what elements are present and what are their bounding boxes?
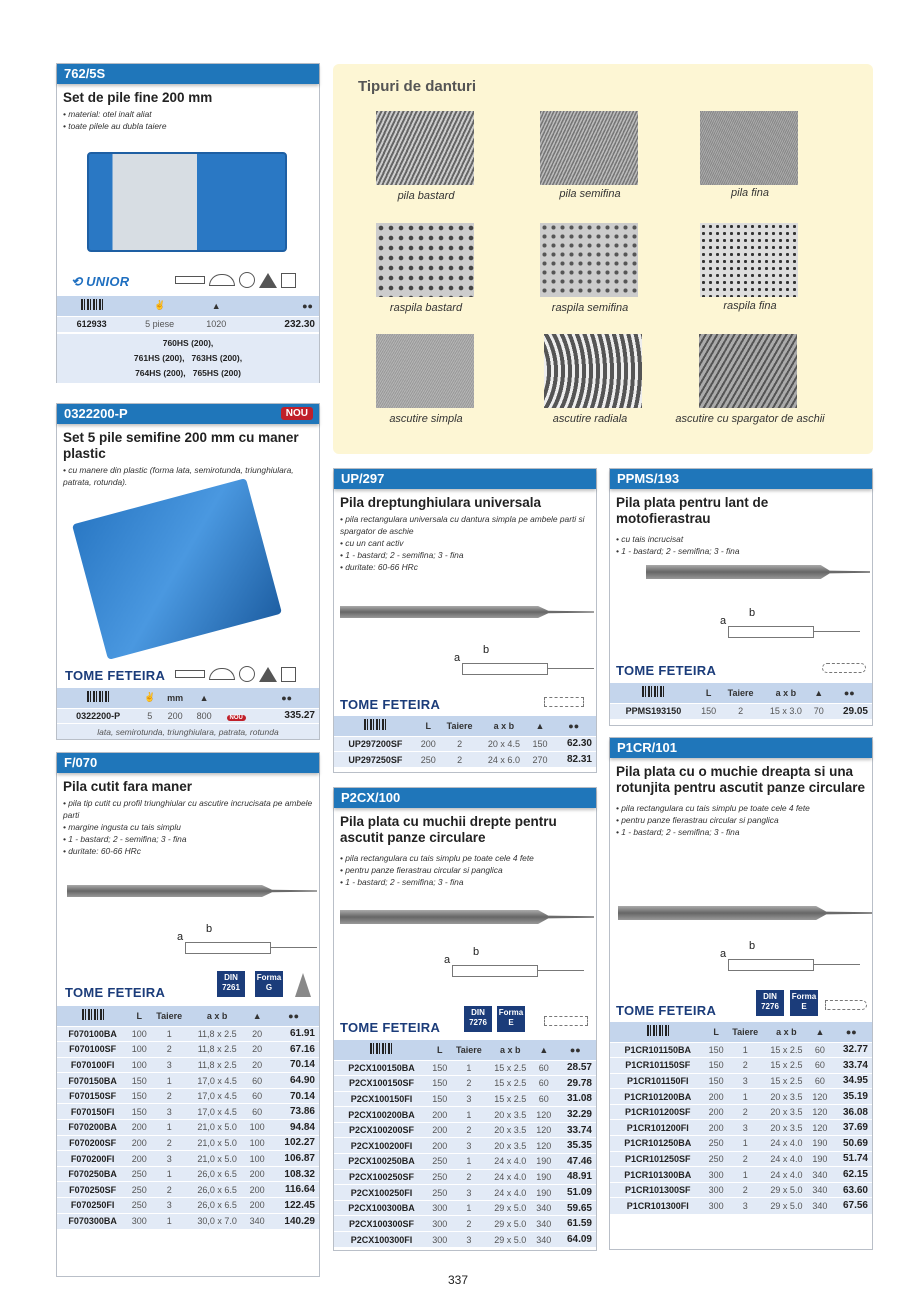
table-row: P1CR101250BA 250 1 24 x 4.0 190 50.69 [610,1136,872,1152]
profile-shapes-icons [175,666,296,682]
table-row: P2CX100200SF 200 2 20 x 3.5 120 33.74 [334,1122,596,1138]
product-title: Pila plata cu o muchie dreapta si una rotunjita pentru ascutit panze circulare [616,764,866,795]
product-title: Pila dreptunghiulara universala [340,495,542,510]
price-coins-icon: ●● [555,1040,596,1060]
flat-profile-icon [544,1016,588,1026]
half-round-profile-icon [209,274,235,286]
texture-pila-bastard [376,111,474,185]
brand-logo-tome-feteira: TOME FETEIRA [616,1003,717,1018]
dimension-drawing: a b [712,607,862,647]
triangle-profile-icon [295,973,311,997]
bullet: • 1 - bastard; 2 - semifina; 3 - fina [616,827,740,837]
bullet: • 1 - bastard; 2 - semifina; 3 - fina [340,877,464,887]
brand-logo-tome-feteira: TOME FETEIRA [65,985,166,1000]
texture-ascutire-simpla [376,334,474,408]
product-title: Pila plata pentru lant de motofierastrau [616,495,769,526]
barcode-icon [647,1025,669,1036]
table-row: P2CX100300BA 300 1 29 x 5.0 340 59.65 [334,1200,596,1216]
product-card-0322200-p [56,403,320,740]
table-row: PPMS193150 150 2 15 x 3.0 70 29.05 [610,703,872,719]
table-row: F070250FI 250 3 26,0 x 6.5 200 122.45 [57,1198,319,1214]
flat-profile-icon [822,663,866,673]
product-table: L Taiere a x b ▲ ●● P1CR101150BA 150 1 15 x 2.5 60 32.77 P1CR101150SF 150 2 15 x 2.5 60 33.74 P1CR101150FI 150 3 15 x 2.5 60 34.95 P1CR101200BA 200 1 20 x 3.5 120 35.19 P1CR101200SF 200 2 20 x 3.5 120 36.08 P1CR101200FI 200 3 20 x 3.5 120 37.69 P1CR101250BA 250 1 24 x 4.0 190 50.69 P1CR101250SF 250 2 24 x 4.0 190 51.74 P1CR101300BA 300 1 24 x 4.0 340 62.15 P1CR101300SF 300 2 29 x 5.0 340 63.60 P1CR101300FI 300 3 29 x 5.0 340 67.56 [610,1022,872,1214]
barcode-icon [82,1009,104,1020]
square-profile-icon [281,273,296,288]
barcode-icon [81,299,103,310]
table-row: P2CX100250BA 250 1 24 x 4.0 190 47.46 [334,1154,596,1170]
barcode-icon [364,719,386,730]
flat-profile-icon [825,1000,867,1010]
product-card-ppms193 [609,468,873,726]
texture-label: pila bastard [397,190,455,202]
product-card-762-5s [56,63,320,383]
barcode-icon [370,1043,392,1054]
price-coins-icon: ●● [254,688,319,708]
bullet: • pentru panze fierastrau circular si panglica [340,865,503,875]
weight-icon: ▲ [246,1006,268,1026]
table-row: UP297250SF 250 2 24 x 6.0 270 82.31 [334,752,596,768]
brand-logo-tome-feteira: TOME FETEIRA [340,1020,441,1035]
texture-label: ascutire radiala [552,413,628,425]
product-code-header: F/070 [57,753,319,773]
table-row: P1CR101150SF 150 2 15 x 2.5 60 33.74 [610,1058,872,1074]
product-table: L Taiere a x b ▲ ●● P2CX100150BA 150 1 15 x 2.5 60 28.57 P2CX100150SF 150 2 15 x 2.5 60 29.78 P2CX100150FI 150 3 15 x 2.5 60 31.08 P2CX100200BA 200 1 20 x 3.5 120 32.29 P2CX100200SF 200 2 20 x 3.5 120 33.74 P2CX100200FI 200 3 20 x 3.5 120 35.35 P2CX100250BA 250 1 24 x 4.0 190 47.46 P2CX100250SF 250 2 24 x 4.0 190 48.91 P2CX100250FI 250 3 24 x 4.0 190 51.09 P2CX100300BA 300 1 29 x 5.0 340 59.65 P2CX100300SF 300 2 29 x 5.0 340 61.59 P2CX100300FI 300 3 29 x 5.0 340 64.09 [334,1040,596,1247]
table-row: F070100SF 100 2 11,8 x 2.5 20 67.16 [57,1042,319,1058]
bullet: • margine ingusta cu tais simplu [63,822,181,832]
texture-label: pila fina [731,187,769,199]
price-coins-icon: ●● [827,683,872,703]
dimension-drawing: a b [712,940,862,980]
product-photo-file-set [87,152,287,252]
product-code-header: 762/5S [57,64,319,84]
bullet: • pila rectangulara cu tais simplu pe toate cele 4 fete [340,853,534,863]
brand-logo-tome-feteira: TOME FETEIRA [616,663,717,678]
barcode-icon [87,691,109,702]
product-photo-file-set [72,478,282,660]
table-row: F070200FI 200 3 21,0 x 5.0 100 106.87 [57,1151,319,1167]
table-row: P2CX100150FI 150 3 15 x 2.5 60 31.08 [334,1091,596,1107]
bullet: • cu manere din plastic (forma lata, semirotunda, triunghiulara, patrata, rotunda). [63,465,294,487]
dimension-drawing: a b [436,946,586,986]
weight-icon: ▲ [533,1040,554,1060]
profile-shapes-icons [175,272,296,288]
texture-pila-fina [700,111,798,185]
bullet: • pila rectangulara universala cu dantura simpla pe ambele parti si spargator de aschie [340,514,585,536]
table-row: P2CX100150BA 150 1 15 x 2.5 60 28.57 [334,1060,596,1076]
bullet: • duritate: 60-66 HRc [340,562,418,572]
din-badge: DIN 7276 [756,990,784,1016]
texture-label: ascutire cu spargator de aschii [675,413,825,425]
file-photo [340,606,594,618]
bullet: • pila tip cutit cu profil triunghiular cu ascutire incrucisata pe ambele parti [63,798,313,820]
pieces-icon: ✌ [126,296,193,316]
product-table: L Taiere a x b ▲ ●● F070100BA 100 1 11,8 x 2.5 20 61.91 F070100SF 100 2 11,8 x 2.5 20 67.16 F070100FI 100 3 11,8 x 2.5 20 70.14 F070150BA 150 1 17,0 x 4.5 60 64.90 F070150SF 150 2 17,0 x 4.5 60 70.14 F070150FI 150 3 17,0 x 4.5 60 73.86 F070200BA 200 1 21,0 x 5.0 100 94.84 F070200SF 200 2 21,0 x 5.0 100 102.27 F070200FI 200 3 21,0 x 5.0 100 106.87 F070250BA 250 1 26,0 x 6.5 200 108.32 F070250SF 250 2 26,0 x 6.5 200 116.64 F070250FI 250 3 26,0 x 6.5 200 122.45 F070300BA 300 1 30,0 x 7.0 340 140.29 [57,1006,319,1229]
price-coins-icon: ●● [831,1022,872,1042]
brand-logo-unior: ⟲ UNIOR [71,274,130,289]
bullet: • cu un cant activ [340,538,404,548]
texture-ascutire-radiala [544,334,642,408]
table-row: P2CX100250FI 250 3 24 x 4.0 190 51.09 [334,1185,596,1201]
table-row: P1CR101300SF 300 2 29 x 5.0 340 63.60 [610,1182,872,1198]
product-table: ✌ mm ▲ ●● 0322200-P 5 200 800 NOU 335.27 lata, semirotunda, triunghiulara, patrata, rotunda [57,688,319,739]
table-row: UP297200SF 200 2 20 x 4.5 150 62.30 [334,736,596,752]
product-code-header: P1CR/101 [610,738,872,758]
set-contents: 760HS (200), 761HS (200), 763HS (200), 764HS (200), 765HS (200) [57,334,319,383]
product-card-f070 [56,752,320,1277]
table-row: F070200SF 200 2 21,0 x 5.0 100 102.27 [57,1135,319,1151]
din-badge: DIN 7276 [464,1006,492,1032]
forma-badge: Forma E [790,990,818,1016]
bullet: • pila rectangulara cu tais simplu pe toate cele 4 fete [616,803,810,813]
table-row: F070150FI 150 3 17,0 x 4.5 60 73.86 [57,1104,319,1120]
product-title: Set 5 pile semifine 200 mm cu maner plastic [63,430,299,461]
brand-logo-tome-feteira: TOME FETEIRA [340,697,441,712]
table-row: F070250SF 250 2 26,0 x 6.5 200 116.64 [57,1182,319,1198]
table-row: P1CR101200FI 200 3 20 x 3.5 120 37.69 [610,1120,872,1136]
product-card-p1cr101 [609,737,873,1250]
triangle-profile-icon [259,273,277,288]
table-row: P1CR101300BA 300 1 24 x 4.0 340 62.15 [610,1167,872,1183]
dimension-drawing: a b [169,923,319,963]
bullet: • 1 - bastard; 2 - semifina; 3 - fina [340,550,464,560]
file-photo [618,906,872,920]
product-title: Pila plata cu muchii drepte pentru ascutit panze circulare [340,814,557,845]
table-row: P1CR101250SF 250 2 24 x 4.0 190 51.74 [610,1151,872,1167]
table-row: F070150BA 150 1 17,0 x 4.5 60 64.90 [57,1073,319,1089]
product-title: Pila cutit fara maner [63,779,193,794]
bullet: • 1 - bastard; 2 - semifina; 3 - fina [63,834,187,844]
product-table: L Taiere a x b ▲ ●● UP297200SF 200 2 20 x 4.5 150 62.30 UP297250SF 250 2 24 x 6.0 270 82.31 [334,716,596,767]
barcode-icon [642,686,664,697]
weight-icon: ▲ [193,296,239,316]
product-card-p2cx100 [333,787,597,1251]
table-row: F070100FI 100 3 11,8 x 2.5 20 70.14 [57,1057,319,1073]
texture-label: ascutire simpla [389,413,463,425]
table-row: P2CX100300FI 300 3 29 x 5.0 340 64.09 [334,1232,596,1248]
bullet: • cu tais incrucisat [616,534,684,544]
brand-logo-tome-feteira: TOME FETEIRA [65,668,166,683]
price-coins-icon: ●● [239,296,319,316]
file-photo [646,565,870,579]
texture-ascutire-spargator [699,334,797,408]
texture-raspila-semifina [540,223,638,297]
bullet: • pentru panze fierastrau circular si panglica [616,815,779,825]
texture-raspila-bastard [376,223,474,297]
forma-badge: Forma G [255,971,283,997]
texture-raspila-fina [700,223,798,297]
tooth-types-panel [333,64,873,454]
table-row: P1CR101200SF 200 2 20 x 3.5 120 36.08 [610,1104,872,1120]
table-row: P1CR101150BA 150 1 15 x 2.5 60 32.77 [610,1042,872,1058]
table-row: F070250BA 250 1 26,0 x 6.5 200 108.32 [57,1166,319,1182]
price-coins-icon: ●● [268,1006,319,1026]
pieces-icon: ✌ [139,688,160,708]
file-photo [67,885,317,897]
product-code-header: PPMS/193 [610,469,872,489]
bullet: • duritate: 60-66 HRc [63,846,141,856]
product-title: Set de pile fine 200 mm [63,90,213,105]
table-row: P1CR101150FI 150 3 15 x 2.5 60 34.95 [610,1073,872,1089]
new-badge: NOU [281,407,313,420]
texture-label: raspila fina [723,300,777,312]
texture-label: raspila semifina [551,302,629,314]
texture-label: pila semifina [559,188,621,200]
round-profile-icon [239,272,255,288]
table-row: P2CX100300SF 300 2 29 x 5.0 340 61.59 [334,1216,596,1232]
new-badge: NOU [227,715,246,721]
flat-profile-icon [544,697,584,707]
page-number: 337 [448,1273,469,1287]
weight-icon: ▲ [190,688,218,708]
flat-profile-icon [175,276,205,284]
bullet: • material: otel inalt aliat [63,109,152,119]
texture-pila-semifina [540,111,638,185]
table-row: P2CX100200BA 200 1 20 x 3.5 120 32.29 [334,1107,596,1123]
table-row: F070100BA 100 1 11,8 x 2.5 20 61.91 [57,1026,319,1042]
dimension-drawing: a b [446,644,596,684]
table-row: P2CX100200FI 200 3 20 x 3.5 120 35.35 [334,1138,596,1154]
bullet: • toate pilele au dubla taiere [63,121,167,131]
product-code-header: UP/297 [334,469,596,489]
panel-title: Tipuri de danturi [358,78,477,95]
table-row: P2CX100150SF 150 2 15 x 2.5 60 29.78 [334,1076,596,1092]
weight-icon: ▲ [809,1022,830,1042]
product-table: ✌ ▲ ●● 612933 5 piese 1020 232.30 [57,296,319,332]
table-row: P1CR101200BA 200 1 20 x 3.5 120 35.19 [610,1089,872,1105]
weight-icon: ▲ [811,683,827,703]
price-coins-icon: ●● [551,716,596,736]
table-row: F070200BA 200 1 21,0 x 5.0 100 94.84 [57,1120,319,1136]
profiles-note: lata, semirotunda, triunghiulara, patrata, rotunda [57,724,319,740]
product-code-header: P2CX/100 [334,788,596,808]
din-badge: DIN 7261 [217,971,245,997]
bullet: • 1 - bastard; 2 - semifina; 3 - fina [616,546,740,556]
table-row: P2CX100250SF 250 2 24 x 4.0 190 48.91 [334,1169,596,1185]
product-card-up297 [333,468,597,773]
product-code-header: 0322200-P NOU [57,404,319,424]
table-row: F070300BA 300 1 30,0 x 7.0 340 140.29 [57,1213,319,1229]
texture-label: raspila bastard [389,302,463,314]
weight-icon: ▲ [528,716,551,736]
product-table: L Taiere a x b ▲ ●● PPMS193150 150 2 15 x 3.0 70 29.05 [610,683,872,719]
table-row: F070150SF 150 2 17,0 x 4.5 60 70.14 [57,1088,319,1104]
table-row: P1CR101300FI 300 3 29 x 5.0 340 67.56 [610,1198,872,1214]
forma-badge: Forma E [497,1006,525,1032]
file-photo [340,910,594,924]
